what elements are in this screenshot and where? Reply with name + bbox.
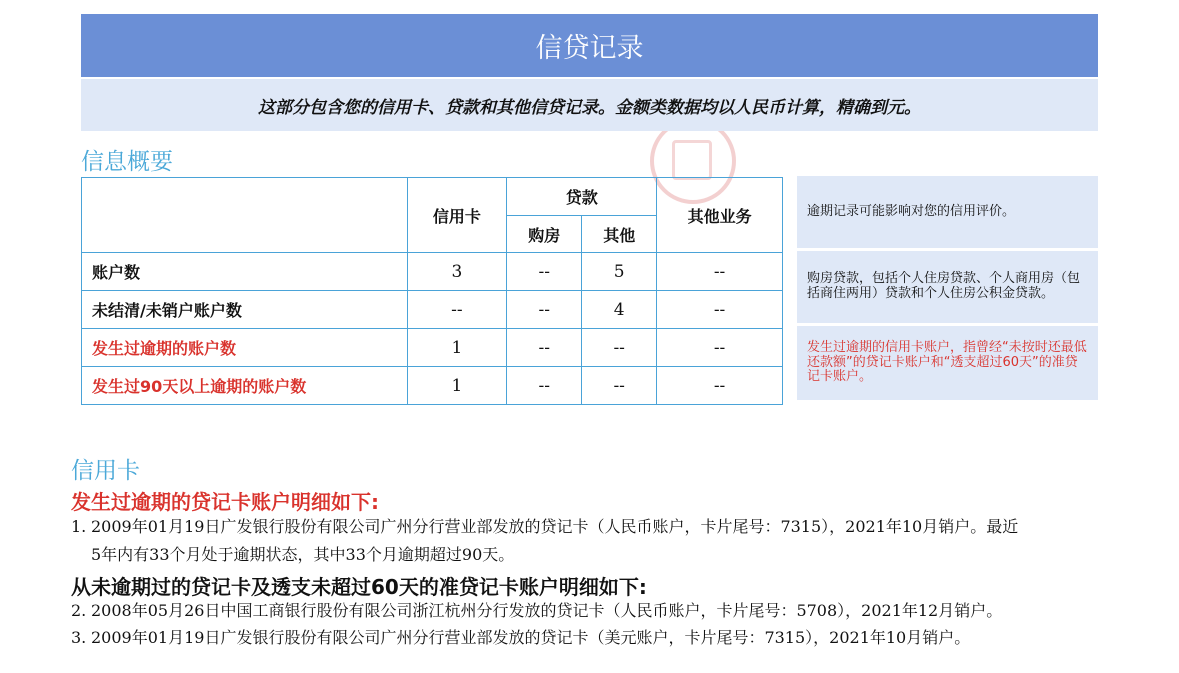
table-row xyxy=(82,253,783,291)
item-number: 2. xyxy=(71,601,87,620)
row-label: 发生过逾期的账户数 xyxy=(82,329,408,367)
col-loan-other: 其他 xyxy=(582,216,657,253)
item-text: 2008年05月26日中国工商银行股份有限公司浙江杭州分行发放的贷记卡（人民币账户，卡片尾号：5708），2021年12月销户。 xyxy=(91,601,1003,620)
overview-title: 信息概要 xyxy=(81,149,173,175)
item-number: 3. xyxy=(71,628,87,647)
cell-value: 1 xyxy=(407,329,507,367)
item-text-continued: 5年内有33个月处于逾期状态，其中33个月逾期超过90天。 xyxy=(91,545,515,564)
list-item xyxy=(71,624,1111,652)
item-text: 2009年01月19日广发银行股份有限公司广州分行营业部发放的贷记卡（美元账户，卡片尾号：7315），2021年10月销户。 xyxy=(91,628,971,647)
cell-value: -- xyxy=(657,329,783,367)
credit-card-title: 信用卡 xyxy=(71,458,140,484)
note-overdue-definition: 发生过逾期的信用卡账户，指曾经“未按时还最低还款额”的贷记卡账户和“透支超过60天”的准贷记卡账户。 xyxy=(797,326,1098,400)
cell-value: -- xyxy=(407,291,507,329)
list-item xyxy=(71,597,1111,625)
cell-value: -- xyxy=(507,329,582,367)
page-subtitle: 这部分包含您的信用卡、贷款和其他信贷记录。金额类数据均以人民币计算，精确到元。 xyxy=(81,79,1098,131)
normal-heading: 从未逾期过的贷记卡及透支未超过60天的准贷记卡账户明细如下: xyxy=(71,575,647,599)
cell-value: -- xyxy=(657,253,783,291)
overview-notes xyxy=(797,176,1098,403)
item-text: 2009年01月19日广发银行股份有限公司广州分行营业部发放的贷记卡（人民币账户，卡片尾号：7315），2021年10月销户。最近 xyxy=(91,517,1019,536)
row-label: 账户数 xyxy=(82,253,408,291)
cell-value: -- xyxy=(582,329,657,367)
overview-table xyxy=(81,177,783,405)
cell-value: -- xyxy=(507,291,582,329)
note-overdue-impact: 逾期记录可能影响对您的信用评价。 xyxy=(797,176,1098,248)
table-row xyxy=(82,367,783,405)
cell-value: -- xyxy=(582,367,657,405)
cell-value: 5 xyxy=(582,253,657,291)
cell-value: -- xyxy=(507,367,582,405)
col-loan-housing: 购房 xyxy=(507,216,582,253)
page-title: 信贷记录 xyxy=(81,14,1098,77)
cell-value: -- xyxy=(507,253,582,291)
cell-value: -- xyxy=(657,291,783,329)
corner-cell xyxy=(82,178,408,253)
note-housing-loan: 购房贷款，包括个人住房贷款、个人商用房（包括商住两用）贷款和个人住房公积金贷款。 xyxy=(797,251,1098,323)
cell-value: 1 xyxy=(407,367,507,405)
row-label: 未结清/未销户账户数 xyxy=(82,291,408,329)
item-number: 1. xyxy=(71,517,87,536)
col-other-business: 其他业务 xyxy=(657,178,783,253)
col-credit-card: 信用卡 xyxy=(407,178,507,253)
col-loan: 贷款 xyxy=(507,178,657,216)
table-row xyxy=(82,329,783,367)
row-label: 发生过90天以上逾期的账户数 xyxy=(82,367,408,405)
table-row xyxy=(82,291,783,329)
cell-value: 3 xyxy=(407,253,507,291)
overdue-heading: 发生过逾期的贷记卡账户明细如下: xyxy=(71,490,379,514)
list-item xyxy=(71,513,1111,569)
cell-value: -- xyxy=(657,367,783,405)
cell-value: 4 xyxy=(582,291,657,329)
